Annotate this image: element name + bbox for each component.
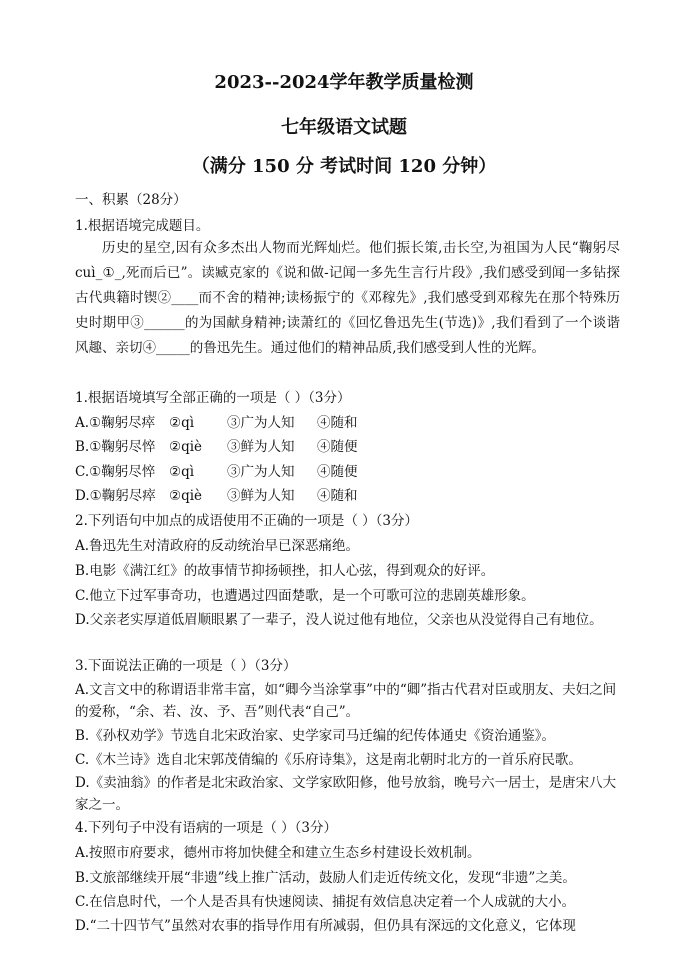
question-4-option-c: C.在信息时代，一个人是否具有快速阅读、捕捉有效信息决定着一个人成就的大小。: [75, 894, 576, 910]
option-part: ②qì: [169, 464, 195, 480]
option-part: ④随便: [317, 464, 358, 480]
question-3-option-a: A.文言文中的称谓语非常丰富，如“卿今当涂掌事”中的“卿”指古代君对臣或朋友、夫妇之间的爱称，“余、若、汝、予、吾”则代表“自己”。: [75, 682, 617, 720]
question-1-1-option-a: [75, 413, 397, 433]
section-heading: 一、积累（28分）: [75, 192, 187, 208]
question-3-option-d: D.《卖油翁》的作者是北宋政治家、文学家欧阳修，他号放翁，晚号六一居士，是唐宋八大家之一。: [75, 775, 617, 813]
question-3-stem: 3.下面说法正确的一项是（ ）（3分）: [75, 658, 297, 674]
option-part: ③广为人知: [227, 415, 295, 431]
option-part: ②qì: [169, 415, 195, 431]
question-2-option-d: D.父亲老实厚道低眉顺眼累了一辈子，没人说过他有地位，父亲也从没觉得自己有地位。: [75, 612, 603, 628]
option-part: A.①鞠躬尽瘁: [75, 415, 156, 431]
question-4-option-d: D.“二十四节气”虽然对农事的指导作用有所减弱，但仍具有深远的文化意义，它体现: [75, 918, 576, 934]
question-3-option-b: B.《孙权劝学》节选自北宋政治家、史学家司马迁编的纪传体通史《资治通鉴》。: [75, 728, 555, 744]
question-4-stem: 4.下列句子中没有语病的一项是（ ）（3分）: [75, 820, 338, 836]
question-2-option-c: C.他立下过军事奇功，也遭遇过四面楚歌，是一个可歌可泣的悲剧英雄形象。: [75, 588, 535, 604]
passage-text: 历史的星空,因有众多杰出人物而光辉灿烂。他们振长策,击长空,为祖国为人民“鞠躬尽 cuì_①_,死而后已”。读臧克家的《说和做-记闻一多先生言行片段》,我们感受到闻一多钻探古代典籍时锲②____而不舍的精神;读杨振宁的《邓稼先》,我们感受到邓稼先在那个特殊历史时期甲③______的为国献身精神;读萧红的《回忆鲁迅先生(节选)》,我们看到了一个谈谐风趣、亲切④_____的鲁迅先生。通过他们的精神品质,我们感受到人性的光辉。: [75, 240, 620, 356]
question-3-option-c: C.《木兰诗》选自北宋郭茂倩编的《乐府诗集》，这是南北朝时北方的一首乐府民歌。: [75, 752, 582, 768]
option-part: C.①鞠躬尽悴: [75, 464, 156, 480]
passage: [75, 236, 620, 361]
exam-subtitle: 七年级语文试题: [281, 117, 407, 138]
question-2-option-b: B.电影《满江红》的故事情节抑扬顿挫，扣人心弦，得到观众的好评。: [75, 563, 495, 579]
question-1-1-stem: 1.根据语境填写全部正确的一项是（ ）（3分）: [75, 390, 351, 406]
option-part: ③广为人知: [227, 464, 295, 480]
question-4-option-b: B.文旅部继续开展“非遗”线上推广活动，鼓励人们走近传统文化，发现“非遗”之美。: [75, 870, 576, 886]
option-part: ④随和: [317, 488, 358, 504]
option-part: ②qiè: [169, 488, 203, 504]
question-4-option-a: A.按照市府要求，德州市将加快健全和建立生态乡村建设长效机制。: [75, 845, 481, 861]
option-part: ②qiè: [169, 439, 203, 455]
question-1-1-option-c: [75, 462, 397, 482]
option-part: ③鲜为人知: [227, 488, 295, 504]
option-part: ④随和: [317, 415, 358, 431]
question-1-1-option-b: [75, 437, 397, 457]
question-2-option-a: A.鲁迅先生对清政府的反动统治早已深恶痛绝。: [75, 538, 360, 554]
question-1-intro: 1.根据语境完成题目。: [75, 218, 210, 234]
option-part: B.①鞠躬尽悴: [75, 439, 156, 455]
option-part: ④随便: [317, 439, 358, 455]
option-part: ③鲜为人知: [227, 439, 295, 455]
option-part: D.①鞠躬尽瘁: [75, 488, 156, 504]
question-1-1-option-d: [75, 486, 397, 506]
question-2-stem: 2.下列语句中加点的成语使用不正确的一项是（ ）（3分）: [75, 513, 419, 529]
exam-meta: （满分 150 分 考试时间 120 分钟）: [191, 156, 497, 177]
exam-title: 2023--2024学年教学质量检测: [214, 72, 474, 93]
